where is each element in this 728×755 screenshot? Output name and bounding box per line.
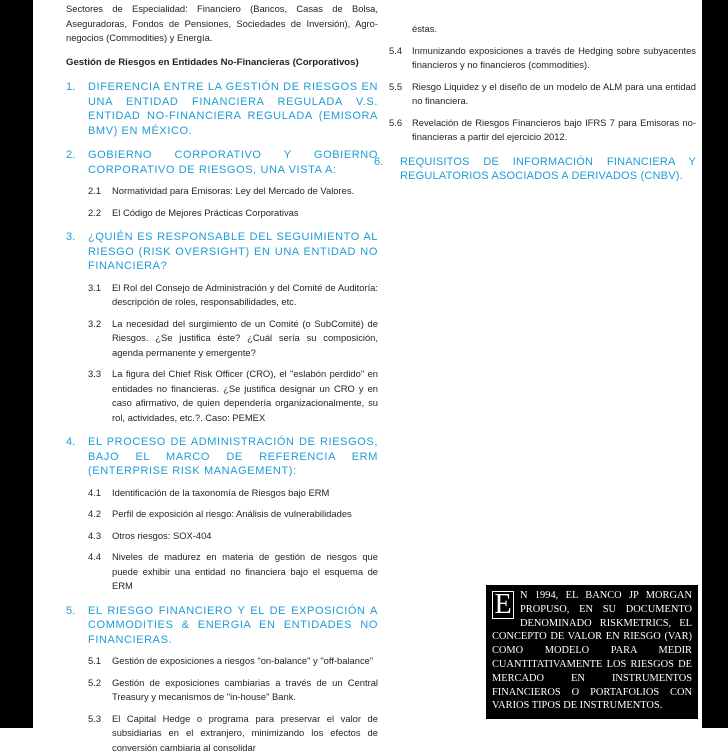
section-number: 6. <box>374 155 383 170</box>
right-column <box>384 22 696 184</box>
subsection-number: 2.2 <box>88 206 101 221</box>
section-number: 1. <box>66 80 75 95</box>
section-3 <box>66 230 378 274</box>
section-title: GOBIERNO CORPORATIVO Y GOBIERNO CORPORATIVO DE RIESGOS, UNA VISTA A: <box>88 148 378 177</box>
subsection-text: La figura del Chief Risk Officer (CRO), el "eslabón perdido" en entidades no financieras. ¿Se justifica designar un CRO y en caso afirmativo, de quien dependería organizacionalmente, su rol, actividades, etc.?. Caso: PEMEX <box>112 367 378 425</box>
subsection-text: Perfil de exposición al riesgo: Análisis de vulnerabilidades <box>112 507 378 522</box>
section-number: 3. <box>66 230 75 245</box>
continuation-text <box>384 22 696 37</box>
subsection-number: 5.5 <box>389 80 402 95</box>
subsection-5-5 <box>384 80 696 109</box>
subsection-4-1 <box>66 486 378 501</box>
subsection-text: El Código de Mejores Prácticas Corporativas <box>112 206 378 221</box>
subsection-number: 4.2 <box>88 507 101 522</box>
subsection-text: Revelación de Riesgos Financieros bajo IFRS 7 para Emisoras no-financieras a partir del ejercicio 2012. <box>412 116 696 145</box>
left-margin-bar <box>0 0 33 728</box>
section-5 <box>66 604 378 648</box>
section-number: 5. <box>66 604 75 619</box>
section-6 <box>374 155 696 184</box>
subsection-number: 3.2 <box>88 317 101 332</box>
subsection-text: Identificación de la taxonomía de Riesgos bajo ERM <box>112 486 378 501</box>
subsection-4-3 <box>66 529 378 544</box>
intro-paragraph: Sectores de Especialidad: Financiero (Bancos, Casas de Bolsa, Aseguradoras, Fondos de Pensiones, Sociedades de Inversión), Agro-negocios (Commodities) y Energía. <box>66 2 378 46</box>
subsection-text: El Rol del Consejo de Administración y del Comité de Auditoría: descripción de roles, responsabilidades, etc. <box>112 281 378 310</box>
subsection-5-6 <box>384 116 696 145</box>
subsection-5-1 <box>66 654 378 669</box>
drop-cap: E <box>492 591 514 619</box>
section-1 <box>66 80 378 138</box>
section-title: REQUISITOS DE INFORMACIÓN FINANCIERA Y REGULATORIOS ASOCIADOS A DERIVADOS (CNBV). <box>400 155 696 184</box>
section-number: 4. <box>66 435 75 450</box>
subsection-number: 5.3 <box>88 712 101 727</box>
subsection-5-3 <box>66 712 378 755</box>
subsection-text: Otros riesgos: SOX-404 <box>112 529 378 544</box>
section-heading: Gestión de Riesgos en Entidades No-Financieras (Corporativos) <box>66 56 378 71</box>
subsection-number: 4.3 <box>88 529 101 544</box>
left-column <box>66 2 378 755</box>
subsection-number: 5.1 <box>88 654 101 669</box>
continuation-line: éstas. <box>412 22 696 37</box>
subsection-number: 5.6 <box>389 116 402 131</box>
section-2 <box>66 148 378 177</box>
right-margin-bar <box>702 0 728 728</box>
subsection-text: La necesidad del surgimiento de un Comité (o SubComité) de Riesgos. ¿Se justifica éste? ¿Cuál sería su composición, agenda permanente y emergente? <box>112 317 378 361</box>
subsection-number: 4.1 <box>88 486 101 501</box>
subsection-number: 5.4 <box>389 44 402 59</box>
section-title: ¿QUIÉN ES RESPONSABLE DEL SEGUIMIENTO AL RIESGO (RISK OVERSIGHT) EN UNA ENTIDAD NO FINANCIERA? <box>88 230 378 274</box>
var-callout-box <box>486 585 698 719</box>
subsection-4-4 <box>66 550 378 594</box>
subsection-3-1 <box>66 281 378 310</box>
section-4 <box>66 435 378 479</box>
callout-text: N 1994, EL BANCO JP MORGAN PROPUSO, EN SU DOCUMENTO DENOMINADO RISKMETRICS, EL CONCEPTO DE VALOR EN RIESGO (VAR) COMO MODELO PARA MEDIR CUANTITATIVAMENTE LOS RIESGOS DE MERCADO EN INSTRUMENTOS FINANCIEROS O PORTAFOLIOS CON VARIOS TIPOS DE INSTRUMENTOS. <box>492 590 692 711</box>
subsection-text: El Capital Hedge o programa para preservar el valor de subsidiarias en el extranjero, minimizando los efectos de conversión cambiaria al consolidar <box>112 712 378 755</box>
subsection-3-2 <box>66 317 378 361</box>
subsection-5-2 <box>66 676 378 705</box>
subsection-number: 5.2 <box>88 676 101 691</box>
subsection-number: 2.1 <box>88 184 101 199</box>
subsection-5-4 <box>384 44 696 73</box>
subsection-text: Inmunizando exposiciones a través de Hedging sobre subyacentes financieros y no financieros (commodities). <box>412 44 696 73</box>
section-title: DIFERENCIA ENTRE LA GESTIÓN DE RIESGOS EN UNA ENTIDAD FINANCIERA REGULADA V.S. ENTIDAD NO-FINANCIERA REGULADA (EMISORA BMV) EN MÉXICO. <box>88 80 378 138</box>
subsection-3-3 <box>66 367 378 425</box>
subsection-2-1 <box>66 184 378 199</box>
subsection-4-2 <box>66 507 378 522</box>
section-title: EL PROCESO DE ADMINISTRACIÓN DE RIESGOS, BAJO EL MARCO DE REFERENCIA ERM (ENTERPRISE RISK MANAGEMENT): <box>88 435 378 479</box>
subsection-text: Normatividad para Emisoras: Ley del Mercado de Valores. <box>112 184 378 199</box>
subsection-text: Gestión de exposiciones a riesgos "on-balance" y "off-balance" <box>112 654 378 669</box>
subsection-number: 3.3 <box>88 367 101 382</box>
section-title: EL RIESGO FINANCIERO Y EL DE EXPOSICIÓN A COMMODITIES & ENERGIA EN ENTIDADES NO FINANCIERAS. <box>88 604 378 648</box>
subsection-text: Gestión de exposiciones cambiarias a través de un Central Treasury y mecanismos de "in-house" Bank. <box>112 676 378 705</box>
subsection-text: Niveles de madurez en materia de gestión de riesgos que puede exhibir una entidad no financiera bajo el esquema de ERM <box>112 550 378 594</box>
subsection-text: Riesgo Liquidez y el diseño de un modelo de ALM para una entidad no financiera. <box>412 80 696 109</box>
section-number: 2. <box>66 148 75 163</box>
subsection-number: 3.1 <box>88 281 101 296</box>
subsection-2-2 <box>66 206 378 221</box>
subsection-number: 4.4 <box>88 550 101 565</box>
